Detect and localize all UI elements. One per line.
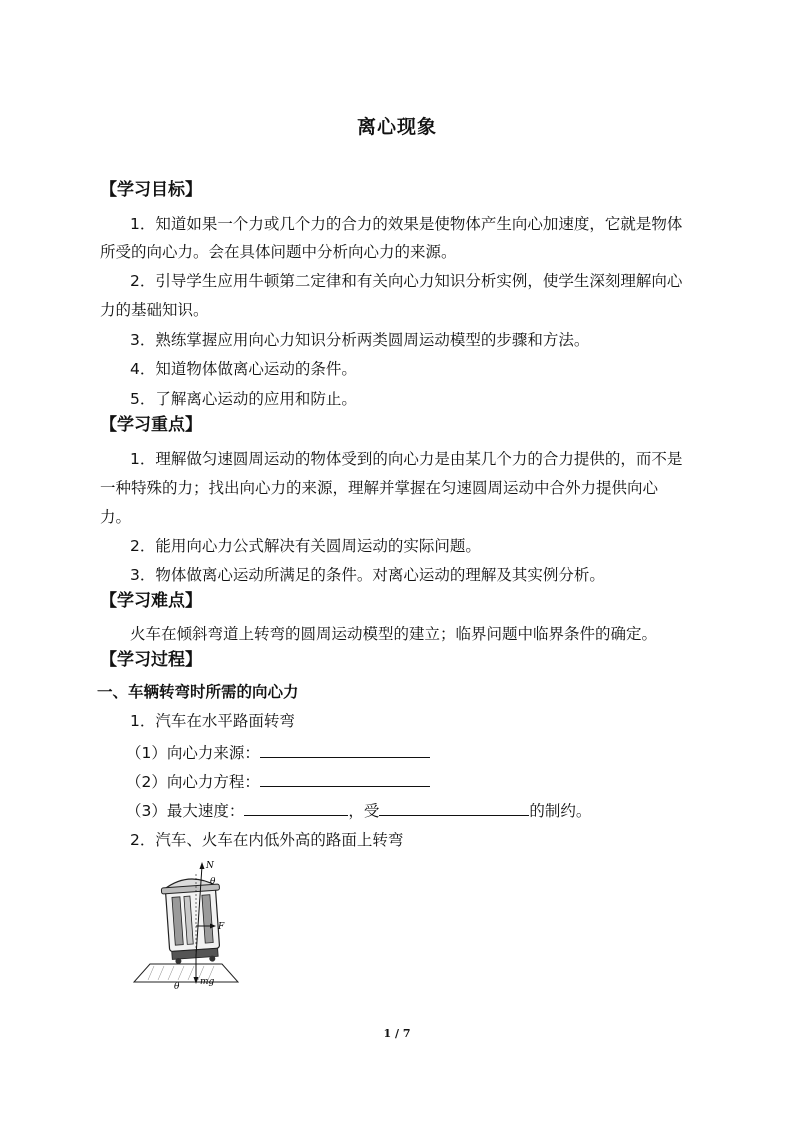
key-point-line: 2．能用向心力公式解决有关圆周运动的实际问题。	[130, 537, 481, 555]
objectives-heading: 【学习目标】	[100, 180, 202, 200]
question-1	[126, 742, 430, 763]
process-heading: 【学习过程】	[100, 650, 202, 670]
subsection-1: 1．汽车在水平路面转弯	[130, 712, 295, 730]
key-point-line: 3．物体做离心运动所满足的条件。对离心运动的理解及其实例分析。	[130, 566, 605, 584]
objective-line: 5．了解离心运动的应用和防止。	[130, 390, 357, 408]
key-point-line: 力。	[100, 508, 132, 526]
key-point-line: 一种特殊的力；找出向心力的来源，理解并掌握在匀速圆周运动中合外力提供向心	[100, 479, 659, 497]
answer-blank[interactable]	[260, 771, 430, 787]
label-mg: mg	[200, 977, 215, 987]
question-3-label: （3）最大速度：	[126, 802, 245, 820]
subsection-2: 2．汽车、火车在内低外高的路面上转弯	[130, 831, 404, 849]
answer-blank[interactable]	[260, 742, 430, 758]
difficulties-heading: 【学习难点】	[100, 591, 202, 611]
part1-title: 一、车辆转弯时所需的向心力	[97, 683, 299, 701]
objective-line: 力的基础知识。	[100, 301, 209, 319]
label-theta-top: θ	[210, 877, 216, 887]
objective-line: 所受的向心力。会在具体问题中分析向心力的来源。	[100, 243, 457, 261]
objective-line: 4．知道物体做离心运动的条件。	[130, 360, 357, 378]
label-f: F	[218, 922, 225, 932]
answer-blank[interactable]	[244, 800, 348, 816]
question-1-label: （1）向心力来源：	[126, 744, 260, 762]
question-3-mid: ，受	[348, 802, 380, 820]
question-2-label: （2）向心力方程：	[126, 773, 260, 791]
question-3-end: 的制约。	[529, 802, 592, 820]
objective-line: 2．引导学生应用牛顿第二定律和有关向心力知识分析实例，使学生深刻理解向心	[130, 272, 683, 290]
question-3	[126, 800, 591, 821]
question-2	[126, 771, 430, 792]
label-theta-bottom: θ	[174, 982, 180, 991]
key-point-line: 1．理解做匀速圆周运动的物体受到的向心力是由某几个力的合力提供的，而不是	[130, 450, 683, 468]
difficulties-text: 火车在倾斜弯道上转弯的圆周运动模型的建立；临界问题中临界条件的确定。	[130, 625, 658, 643]
objective-line: 3．熟练掌握应用向心力知识分析两类圆周运动模型的步骤和方法。	[130, 331, 590, 349]
banked-track-figure	[130, 856, 245, 991]
page-number: 1 / 7	[383, 1027, 411, 1040]
page-title: 离心现象	[356, 116, 437, 138]
answer-blank[interactable]	[379, 800, 529, 816]
label-n: N	[206, 861, 214, 871]
objective-line: 1．知道如果一个力或几个力的合力的效果是使物体产生向心加速度，它就是物体	[130, 215, 683, 233]
key-points-heading: 【学习重点】	[100, 415, 202, 435]
